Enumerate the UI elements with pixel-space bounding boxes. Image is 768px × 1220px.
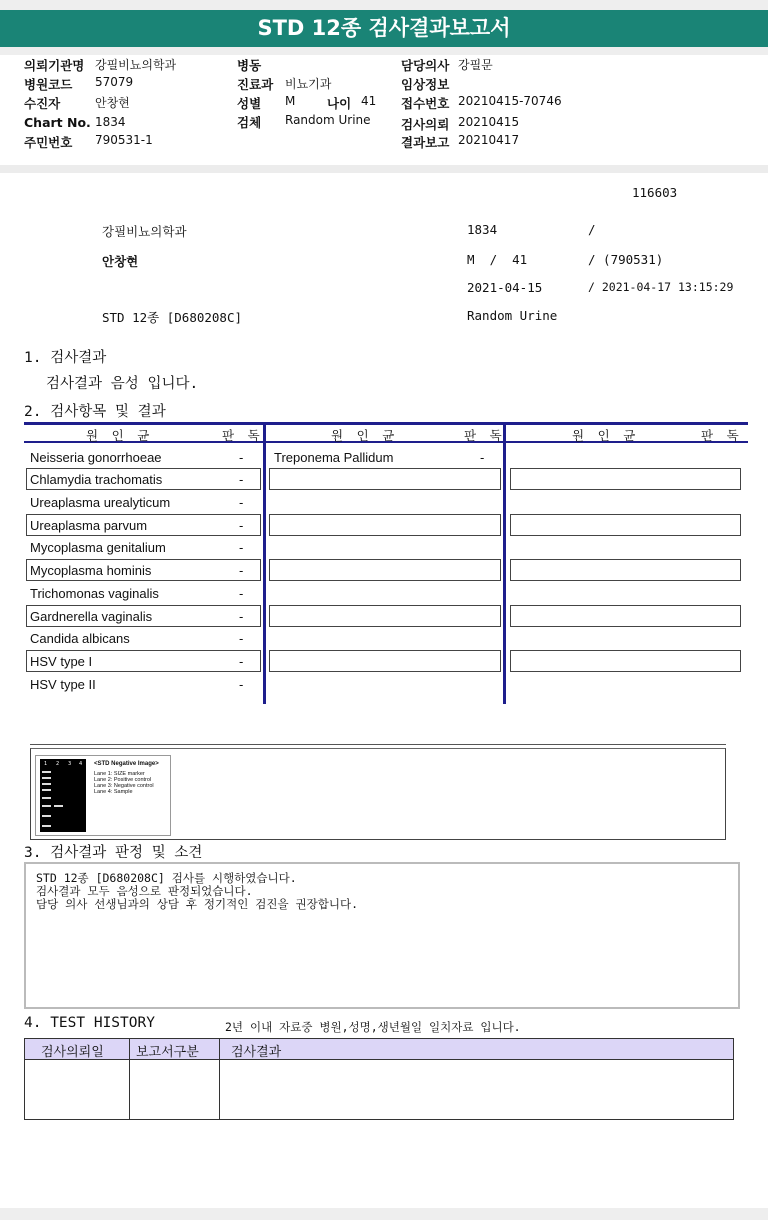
gel-band [42,825,51,827]
history-divider [219,1039,220,1119]
section-3-heading: 3. 검사결과 판정 및 소견 [24,845,203,861]
table-top-line [24,422,748,425]
chart-number: 1834 [467,222,498,237]
pathogen-result: - [480,450,485,465]
header-value: 강필문 [458,58,493,72]
header-label: 의뢰기관명 [24,58,85,73]
pathogen-name: Trichomonas vaginalis [30,586,159,601]
opinion-box [24,862,740,1009]
table-divider [263,422,266,704]
history-header [25,1039,733,1060]
pathogen-result: - [239,654,244,669]
lane-number: 2 [56,761,60,767]
specimen-type: Random Urine [467,308,558,323]
history-divider [129,1039,130,1119]
pathogen-result: - [239,609,244,624]
lane-number: 1 [44,761,48,767]
row-box [269,559,501,581]
header-value: 20210415-70746 [458,94,562,108]
header-label: 담당의사 [401,58,450,73]
pathogen-result: - [239,631,244,646]
pathogen-name: Treponema Pallidum [274,450,394,465]
gel-title: <STD Negative Image> [94,761,159,767]
header-label: 검체 [237,115,262,130]
gel-band [42,797,51,799]
header-value: M [285,94,296,108]
specimen-code: 116603 [632,185,678,200]
pathogen-result: - [239,563,244,578]
gel-band [42,771,51,773]
gel-legend: Lane 1: SIZE marker [94,771,145,777]
header-pathogen: 원 인 균 [572,428,639,443]
pathogen-result: - [239,518,244,533]
sex-age: M / 41 [467,252,528,267]
lane-number: 4 [79,761,83,767]
header-result: 판 독 [222,428,263,443]
pathogen-name: Neisseria gonorrhoeae [30,450,162,465]
slash: / [588,222,596,237]
pathogen-result: - [239,540,244,555]
section-4-heading: 4. TEST HISTORY [24,1015,155,1031]
table-divider [503,422,506,704]
pathogen-result: - [239,495,244,510]
pathogen-name: Ureaplasma parvum [30,518,148,533]
pathogen-name: Ureaplasma urealyticum [30,495,171,510]
gel-image [35,755,171,836]
opinion-line: STD 12종 [D680208C] 검사를 시행하였습니다. [36,871,297,885]
header-value: 안창현 [95,96,130,110]
gel-band [42,777,51,779]
results-table [24,422,748,704]
pathogen-result: - [239,677,244,692]
row-box [510,650,741,672]
header-value: 41 [361,94,377,108]
pathogen-name: Mycoplasma hominis [30,563,152,578]
header-label: 나이 [327,96,352,111]
header-label: 병원코드 [24,77,73,92]
header-value: 20210415 [458,115,520,129]
gel-lanes [40,759,86,832]
lane-number: 3 [68,761,72,767]
pathogen-name: Candida albicans [30,631,130,646]
request-date: 2021-04-15 [467,280,543,295]
pathogen-name: Chlamydia trachomatis [30,472,163,487]
header-pathogen: 원 인 균 [331,428,398,443]
patient-name: 안창현 [102,254,139,269]
section-2-heading: 2. 검사항목 및 결과 [24,404,166,420]
history-col-result: 검사결과 [231,1045,282,1060]
row-box [269,605,501,627]
header-value: 790531-1 [95,133,153,147]
report-datetime: / 2021-04-17 13:15:29 [588,280,734,294]
gel-band [42,815,51,817]
pathogen-name: HSV type I [30,654,93,669]
header-result: 판 독 [701,428,742,443]
row-box [269,514,501,536]
pathogen-result: - [239,450,244,465]
title-bar [0,0,768,55]
gel-legend: Lane 2: Positive control [94,777,152,783]
header-label: 임상정보 [401,77,450,92]
header-label: 결과보고 [401,135,450,150]
header-value: 비뇨기과 [285,77,332,91]
gel-band [42,789,51,791]
header-value: 57079 [95,75,134,89]
header-label: 접수번호 [401,96,450,111]
history-note: 2년 이내 자료중 병원,성명,생년월일 일치자료 입니다. [225,1020,521,1034]
footer-bar [0,1208,768,1220]
row-box [269,468,501,490]
opinion-line: 담당 의사 선생님과의 상담 후 정기적인 검진을 권장합니다. [36,897,359,911]
row-box [510,559,741,581]
row-box [510,468,741,490]
opinion-line: 검사결과 모두 음성으로 판정되었습니다. [36,884,253,898]
header-info [0,55,768,165]
header-value: 강필비뇨의학과 [95,58,177,72]
birth-date: / (790531) [588,252,664,267]
header-label: 검사의뢰 [401,117,450,132]
header-result: 판 독 [464,428,505,443]
pathogen-result: - [239,586,244,601]
pathogen-name: HSV type II [30,677,96,692]
gel-band [54,805,63,807]
header-label: Chart No. [24,115,91,130]
header-value: 20210417 [458,133,520,147]
gel-top-line [30,744,726,745]
header-label: 수진자 [24,96,61,111]
header-label: 주민번호 [24,135,73,150]
history-col-report-type: 보고서구분 [136,1045,199,1060]
report-title: STD 12종 검사결과보고서 [0,10,768,47]
result-summary: 검사결과 음성 입니다. [46,376,199,392]
pathogen-name: Gardnerella vaginalis [30,609,153,624]
header-value: 1834 [95,115,126,129]
header-pathogen: 원 인 균 [86,428,153,443]
history-col-request-date: 검사의뢰일 [41,1045,104,1060]
clinic-name: 강필비뇨의학과 [102,224,187,239]
header-label: 진료과 [237,77,274,92]
section-1-heading: 1. 검사결과 [24,350,107,366]
gel-legend: Lane 3: Negative control [94,783,154,789]
header-label: 병동 [237,58,262,73]
test-name: STD 12종 [D680208C] [102,310,243,325]
header-value: Random Urine [285,113,371,127]
row-box [269,650,501,672]
gel-band [42,783,51,785]
header-label: 성별 [237,96,262,111]
row-box [510,514,741,536]
gel-legend: Lane 4: Sample [94,789,133,795]
header-separator [0,165,768,173]
pathogen-result: - [239,472,244,487]
history-table [24,1038,734,1120]
gel-caption [94,761,159,795]
row-box [510,605,741,627]
gel-band [42,805,51,807]
pathogen-name: Mycoplasma genitalium [30,540,166,555]
